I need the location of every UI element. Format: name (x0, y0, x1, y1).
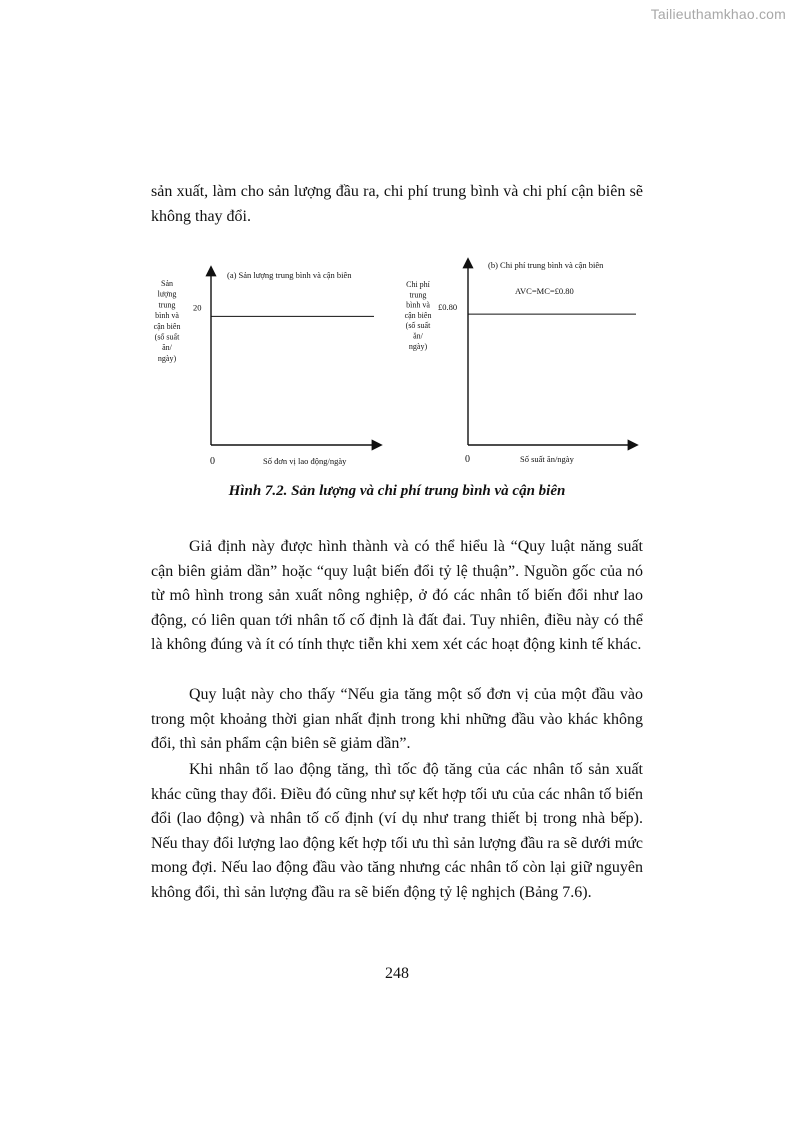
chart-b-xlabel: Số suất ăn/ngày (520, 454, 574, 464)
ylabel-line: (số suất (154, 332, 180, 342)
figure-caption: Hình 7.2. Sản lượng và chi phí trung bình và cận biên (228, 483, 566, 499)
ylabel-line: ngày) (157, 353, 177, 363)
ylabel-line: lượng (157, 289, 177, 299)
ylabel-line: ngày) (408, 341, 428, 351)
chart-a-xlabel: Số đơn vị lao động/ngày (263, 456, 347, 466)
paragraph-3: Khi nhân tố lao động tăng, thì tốc độ tăng của các nhân tố sản xuất khác cũng thay đổi. Điều đó cũng như sự kết hợp tối ưu của các nhân tố biến đổi (lao động) và nhân tố cố định (ví dụ như trang thiết bị trong nhà bếp). Nếu thay đổi lượng lao động kết hợp tối ưu thì sản lượng đầu ra sẽ dưới mức mong đợi. Nếu lao động đầu vào tăng nhưng các nhân tố còn lại giữ nguyên không đổi, thì sản lượng đầu ra sẽ biến động tỷ lệ nghịch (Bảng 7.6). (151, 761, 643, 901)
chart-a (140, 250, 390, 475)
ylabel-line: cận biên (404, 310, 432, 320)
ylabel-line: trung (158, 300, 176, 310)
chart-a-origin: 0 (210, 456, 215, 467)
chart-a-ylabel (154, 279, 181, 363)
ylabel-line: bình và (155, 311, 179, 321)
intro-paragraph: sản xuất, làm cho sản lượng đầu ra, chi phí trung bình và chi phí cận biên sẽ không thay đổi. (151, 183, 643, 225)
figure-7-2 (140, 250, 660, 475)
chart-a-title: (a) Sản lượng trung bình và cận biên (227, 270, 352, 280)
watermark: Tailieuthamkhao.com (650, 6, 786, 22)
chart-b-ylabel (405, 280, 432, 351)
chart-b-origin: 0 (465, 454, 470, 465)
ylabel-line: ăn/ (413, 331, 423, 341)
chart-b-title: (b) Chi phí trung bình và cận biên (488, 260, 604, 270)
paragraph-1: Giả định này được hình thành và có thể hiểu là “Quy luật năng suất cận biên giảm dần” hoặc “quy luật biến đổi tỷ lệ thuận”. Nguồn gốc của nó từ mô hình trong sản xuất nông nghiệp, ở đó các nhân tố biến đổi như lao động, có liên quan tới nhân tố cố định là đất đai. Tuy nhiên, điều này có thể là không đúng và ít có tính thực tiễn khi xem xét các hoạt động kinh tế khác. (151, 538, 643, 653)
chart-a-ytick-label: 20 (193, 302, 202, 313)
ylabel-line: ăn/ (162, 343, 172, 353)
ylabel-line: (số suất (405, 321, 431, 331)
chart-b-ytick-label: £0.80 (438, 302, 458, 313)
chart-b-series-label: AVC=MC=£0.80 (515, 286, 574, 297)
page-number: 248 (385, 965, 409, 982)
ylabel-line: trung (409, 290, 427, 300)
ylabel-line: bình và (406, 300, 430, 310)
chart-b (390, 250, 660, 475)
paragraph-2: Quy luật này cho thấy “Nếu gia tăng một số đơn vị của một đầu vào trong một khoảng thời gian nhất định trong khi những đầu vào khác không đổi, thì sản phẩm cận biên sẽ giảm dần”. (151, 686, 643, 752)
ylabel-line: Chi phí (406, 280, 430, 289)
ylabel-line: Sản (161, 279, 173, 288)
ylabel-line: cận biên (153, 321, 181, 331)
